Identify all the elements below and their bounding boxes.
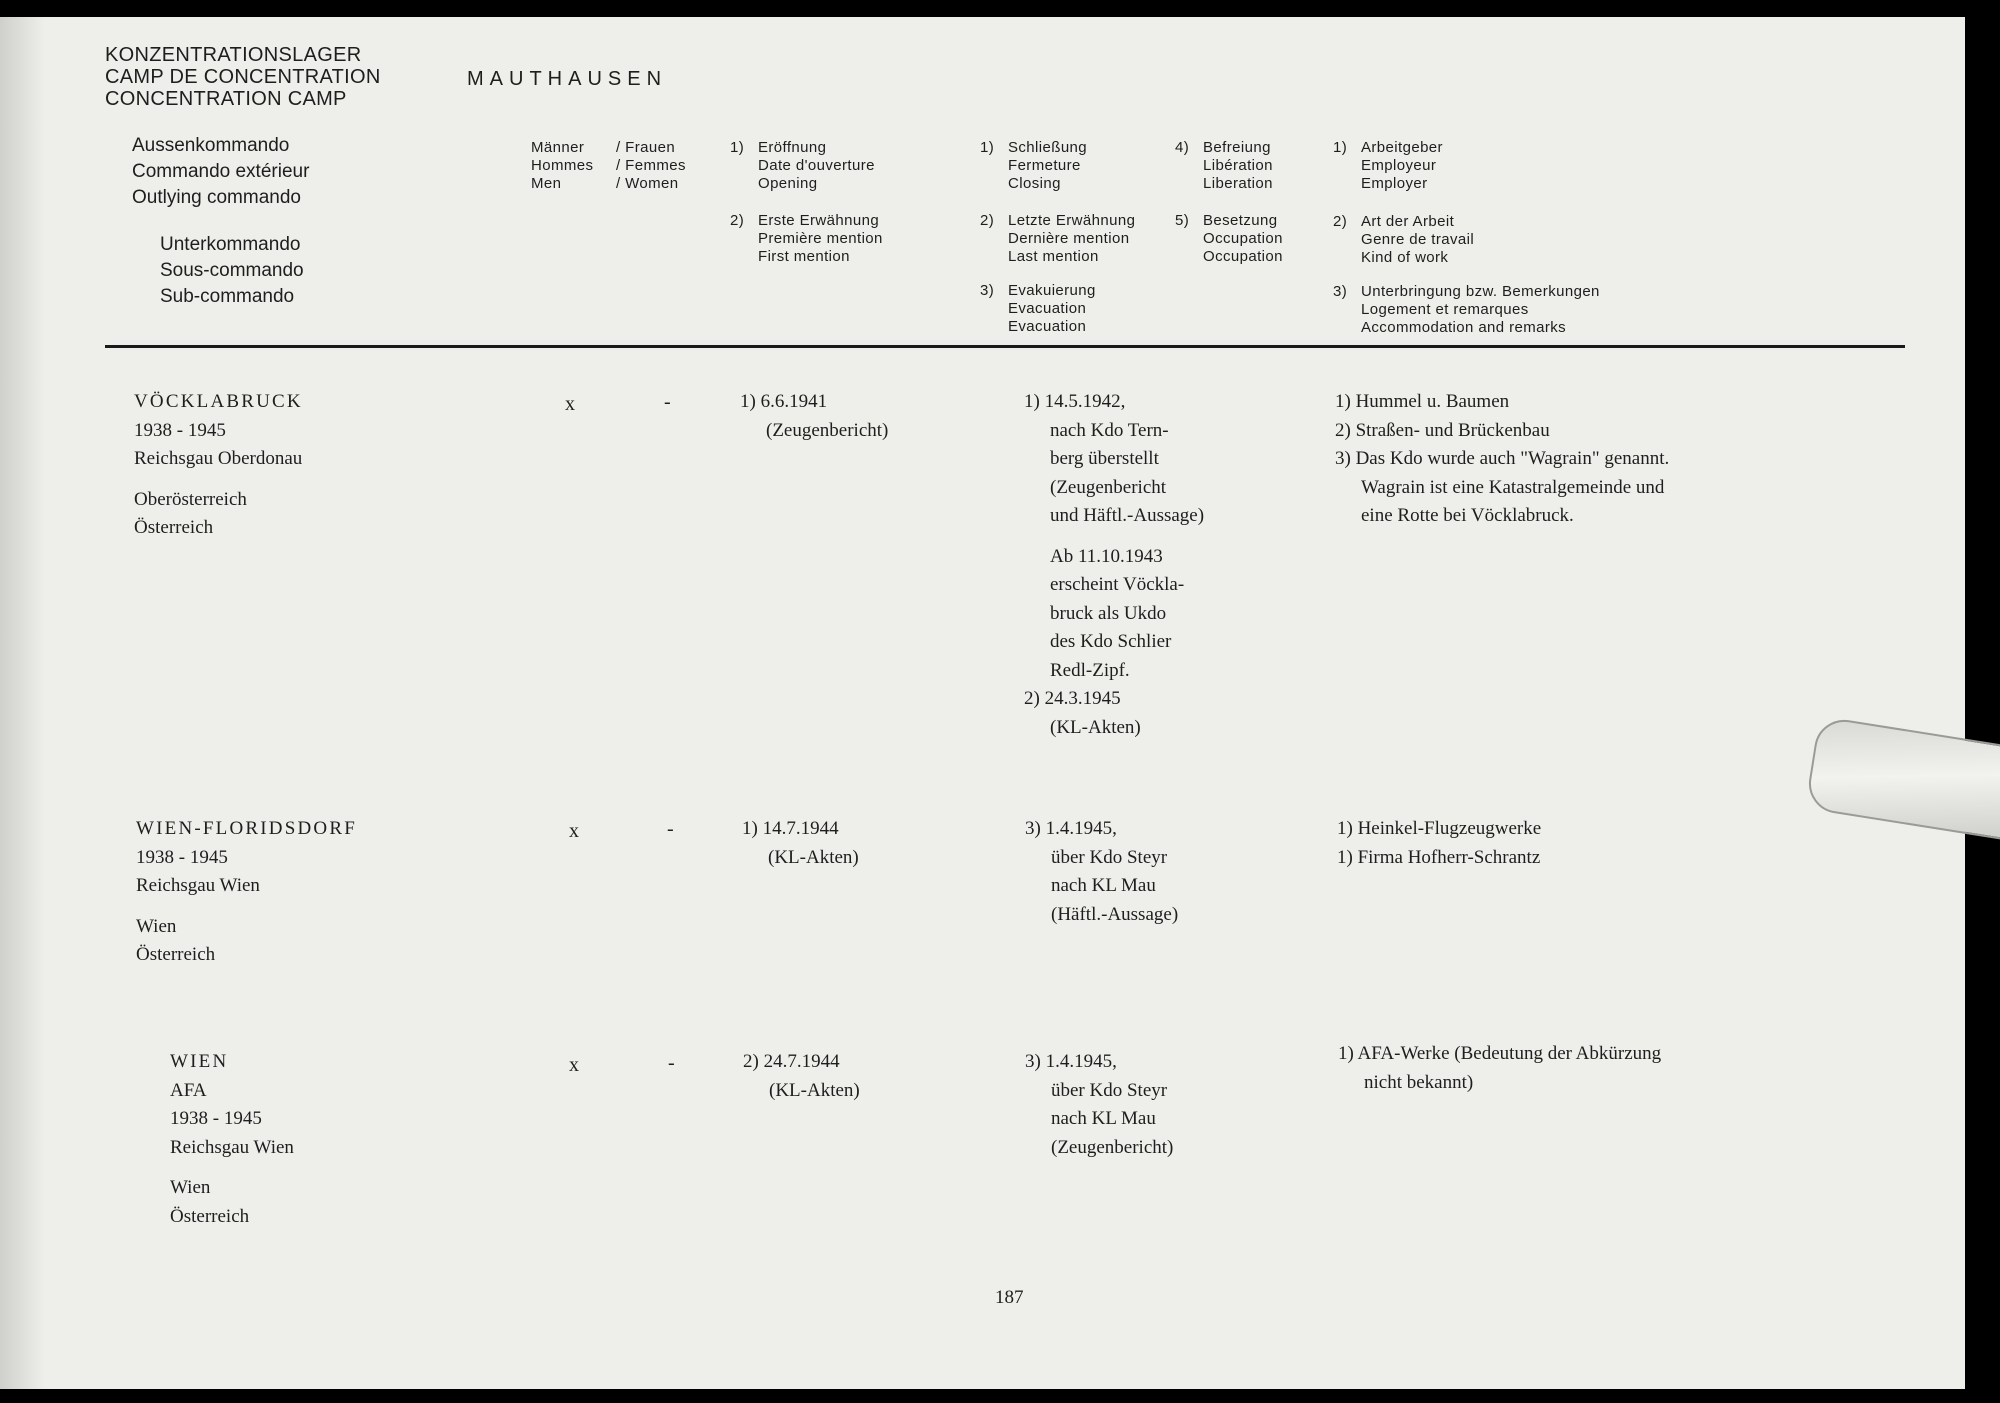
unterkommando-fr: Sous-commando xyxy=(160,260,304,281)
entry-line: über Kdo Steyr xyxy=(1051,1079,1168,1101)
entry-line: 3) 1.4.1945, xyxy=(1025,818,1117,839)
entry-line: bruck als Ukdo xyxy=(1050,602,1167,624)
legend-closing xyxy=(980,139,1087,193)
entry-years: 1938 - 1945 xyxy=(170,1108,262,1129)
entry-region: Reichsgau Oberdonau xyxy=(134,448,303,469)
camp-label xyxy=(105,44,381,110)
entry-opening xyxy=(740,388,888,445)
entry-men-mark: x xyxy=(565,393,575,415)
entry-years: 1938 - 1945 xyxy=(136,846,228,868)
legend-num: 3) xyxy=(1333,283,1348,300)
entry-closing xyxy=(1025,815,1178,929)
legend-line: Logement et remarques xyxy=(1361,301,1529,318)
entry-line: (Zeugenbericht) xyxy=(766,419,889,441)
legend-sex-left xyxy=(531,139,593,193)
entry-line: 1) 6.6.1941 xyxy=(740,391,828,412)
legend-liberation xyxy=(1175,139,1273,193)
aussenkommando-fr: Commando extérieur xyxy=(132,161,310,182)
entry-line: über Kdo Steyr xyxy=(1051,846,1168,868)
entry-wien-floridsdorf-location xyxy=(136,815,357,970)
entry-women-mark: - xyxy=(667,818,674,840)
legend-line: Kind of work xyxy=(1361,249,1449,266)
legend-num: 5) xyxy=(1175,212,1190,229)
legend-num: 2) xyxy=(730,212,745,229)
legend-line: Letzte Erwähnung xyxy=(1008,212,1136,229)
legend-men-en: Men xyxy=(531,175,562,192)
unterkommando-en: Sub-commando xyxy=(160,286,295,307)
entry-name: VÖCKLABRUCK xyxy=(134,391,303,412)
legend-line: Schließung xyxy=(1008,139,1088,156)
legend-line: First mention xyxy=(758,248,850,265)
entry-region: Reichsgau Wien xyxy=(136,875,260,896)
legend-women-en: / Women xyxy=(616,175,679,192)
legend-line: Erste Erwähnung xyxy=(758,212,880,229)
legend-line: Evakuierung xyxy=(1008,282,1096,299)
entry-line: Wagrain ist eine Katastralgemeinde und xyxy=(1361,476,1665,498)
camp-label-de: KONZENTRATIONSLAGER xyxy=(105,44,362,66)
entry-opening xyxy=(743,1048,860,1105)
entry-closing xyxy=(1025,1048,1173,1162)
entry-line: 3) 1.4.1945, xyxy=(1025,1051,1117,1072)
entry-line: 1) Hummel u. Baumen xyxy=(1335,391,1510,412)
legend-remarks xyxy=(1333,283,1600,337)
entry-women-mark: - xyxy=(664,391,671,413)
legend-line: Fermeture xyxy=(1008,157,1081,174)
entry-line: und Häftl.-Aussage) xyxy=(1050,505,1205,526)
legend-line: Last mention xyxy=(1008,248,1099,265)
legend-num: 2) xyxy=(980,212,995,229)
aussenkommando-en: Outlying commando xyxy=(132,187,301,208)
legend-line: Evacuation xyxy=(1008,300,1087,317)
entry-line: nach KL Mau xyxy=(1051,875,1156,896)
legend-line: Libération xyxy=(1203,157,1273,174)
legend-num: 1) xyxy=(1333,139,1348,156)
page-number: 187 xyxy=(995,1287,1024,1308)
legend-line: Arbeitgeber xyxy=(1361,139,1443,156)
legend-num: 1) xyxy=(980,139,995,156)
camp-label-en: CONCENTRATION CAMP xyxy=(105,88,347,110)
aussenkommando-label xyxy=(132,133,309,211)
entry-line: 2) 24.3.1945 xyxy=(1024,688,1121,709)
entry-line: (KL-Akten) xyxy=(769,1079,860,1101)
legend-work xyxy=(1333,213,1474,267)
entry-name: WIEN-FLORIDSDORF xyxy=(136,818,357,839)
entry-employer xyxy=(1338,1040,1661,1097)
entry-wien-afa-location xyxy=(170,1048,294,1231)
entry-employer xyxy=(1337,815,1541,872)
entry-line: Redl-Zipf. xyxy=(1050,659,1130,681)
header-divider xyxy=(105,345,1905,348)
entry-line: eine Rotte bei Vöcklabruck. xyxy=(1361,505,1574,526)
entry-line: (Zeugenbericht) xyxy=(1051,1136,1174,1158)
entry-line: 3) Das Kdo wurde auch "Wagrain" genannt. xyxy=(1335,448,1670,469)
entry-line: (KL-Akten) xyxy=(1050,716,1141,738)
legend-line: Première mention xyxy=(758,230,883,247)
camp-label-fr: CAMP DE CONCENTRATION xyxy=(105,66,381,88)
entry-line: (KL-Akten) xyxy=(768,846,859,868)
entry-line: Ab 11.10.1943 xyxy=(1050,545,1163,567)
legend-line: Employeur xyxy=(1361,157,1437,174)
entry-men-mark: x xyxy=(569,820,579,842)
legend-line: Opening xyxy=(758,175,818,192)
entry-name: WIEN xyxy=(170,1051,229,1072)
entry-country: Österreich xyxy=(170,1205,250,1227)
entry-line: 2) 24.7.1944 xyxy=(743,1051,840,1072)
legend-last-mention xyxy=(980,212,1135,266)
entry-line: 1) Firma Hofherr-Schrantz xyxy=(1337,846,1541,868)
entry-line: 1) AFA-Werke (Bedeutung der Abkürzung xyxy=(1338,1043,1662,1064)
legend-line: Dernière mention xyxy=(1008,230,1130,247)
entry-line: berg überstellt xyxy=(1050,448,1159,469)
legend-women-fr: / Femmes xyxy=(616,157,686,174)
entry-opening xyxy=(742,815,859,872)
legend-line: Date d'ouverture xyxy=(758,157,875,174)
legend-sex-right xyxy=(616,139,686,193)
entry-line: des Kdo Schlier xyxy=(1050,631,1172,652)
entry-subname: AFA xyxy=(170,1079,207,1101)
legend-num: 1) xyxy=(730,139,745,156)
legend-line: Liberation xyxy=(1203,175,1273,192)
legend-line: Closing xyxy=(1008,175,1061,192)
unterkommando-label xyxy=(160,232,304,310)
legend-employer xyxy=(1333,139,1443,193)
legend-men-de: Männer xyxy=(531,139,585,156)
entry-line: nach KL Mau xyxy=(1051,1108,1156,1129)
legend-occupation xyxy=(1175,212,1283,266)
legend-line: Art der Arbeit xyxy=(1361,213,1455,230)
legend-line: Unterbringung bzw. Bemerkungen xyxy=(1361,283,1600,300)
entry-line: 1) 14.5.1942, xyxy=(1024,391,1126,412)
entry-country: Österreich xyxy=(134,517,214,538)
entry-region: Reichsgau Wien xyxy=(170,1136,294,1158)
legend-first-mention xyxy=(730,212,883,266)
aussenkommando-de: Aussenkommando xyxy=(132,135,290,156)
entry-employer xyxy=(1335,388,1669,531)
legend-line: Evacuation xyxy=(1008,318,1087,335)
legend-line: Occupation xyxy=(1203,230,1283,247)
entry-state: Wien xyxy=(136,915,177,937)
legend-line: Eröffnung xyxy=(758,139,827,156)
entry-women-mark: - xyxy=(668,1052,675,1074)
entry-line: 1) 14.7.1944 xyxy=(742,818,839,839)
entry-line: 1) Heinkel-Flugzeugwerke xyxy=(1337,818,1542,839)
entry-state: Oberösterreich xyxy=(134,488,247,510)
book-gutter xyxy=(0,17,45,1389)
legend-line: Befreiung xyxy=(1203,139,1271,156)
legend-num: 2) xyxy=(1333,213,1348,230)
entry-voecklabruck-location xyxy=(134,388,303,543)
legend-line: Employer xyxy=(1361,175,1428,192)
legend-num: 3) xyxy=(980,282,995,299)
legend-line: Besetzung xyxy=(1203,212,1278,229)
entry-line: nicht bekannt) xyxy=(1364,1071,1474,1093)
legend-opening xyxy=(730,139,875,193)
entry-line: nach Kdo Tern- xyxy=(1050,419,1169,441)
legend-men-fr: Hommes xyxy=(531,157,594,174)
legend-line: Occupation xyxy=(1203,248,1283,265)
entry-line: (Häftl.-Aussage) xyxy=(1051,903,1179,925)
entry-country: Österreich xyxy=(136,944,216,965)
unterkommando-de: Unterkommando xyxy=(160,234,301,255)
entry-line: (Zeugenbericht xyxy=(1050,476,1167,498)
entry-state: Wien xyxy=(170,1177,211,1198)
entry-closing xyxy=(1024,388,1204,742)
entry-line: erscheint Vöckla- xyxy=(1050,574,1185,595)
legend-line: Genre de travail xyxy=(1361,231,1475,248)
entry-years: 1938 - 1945 xyxy=(134,419,226,441)
entry-men-mark: x xyxy=(569,1054,579,1076)
legend-line: Accommodation and remarks xyxy=(1361,319,1567,336)
legend-num: 4) xyxy=(1175,139,1190,156)
entry-line: 2) Straßen- und Brückenbau xyxy=(1335,419,1550,441)
legend-evacuation xyxy=(980,282,1096,336)
legend-women-de: / Frauen xyxy=(616,139,676,156)
camp-name: MAUTHAUSEN xyxy=(467,68,668,90)
